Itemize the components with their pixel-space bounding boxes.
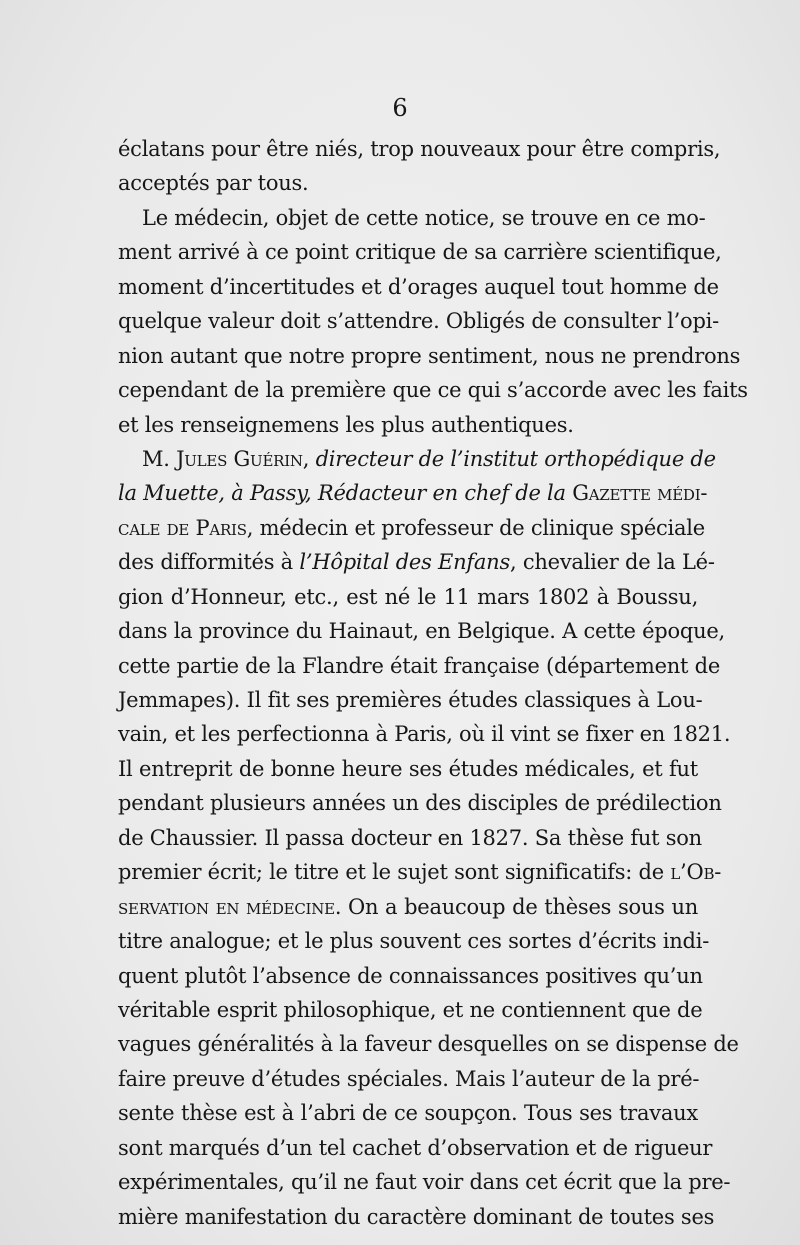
text-segment: véritable esprit philosophique, et ne contiennent que de [118, 997, 703, 1022]
text-segment: quent plutôt l’absence de connaissances positives qu’un [118, 963, 703, 988]
text-segment: servation en médecine [118, 894, 335, 919]
text-segment: Jemmapes). Il fit ses premières études classiques à Lou- [118, 688, 703, 712]
text-line [118, 683, 703, 717]
text-line [118, 1165, 731, 1199]
text-line [118, 166, 698, 200]
text-segment: vagues généralités à la faveur desquelles on se dispense de [118, 1032, 739, 1057]
text-line [118, 201, 706, 235]
text-segment: des difformités à [118, 550, 300, 575]
text-line [118, 1200, 715, 1234]
text-line [118, 304, 719, 338]
text-line [118, 786, 722, 820]
text-line [118, 408, 698, 442]
text-segment: l’Hôpital des Enfans [299, 550, 510, 575]
text-segment: Le médecin, objet de cette notice, se trouve en ce mo- [142, 205, 706, 230]
text-segment: de Chaussier. Il passa docteur en 1827. Sa thèse fut son [118, 825, 702, 850]
text-line [118, 993, 703, 1027]
text-line [118, 855, 722, 889]
text-line [118, 132, 721, 166]
text-line [118, 614, 725, 648]
text-line [118, 511, 705, 545]
text-segment: l’Ob- [670, 860, 722, 885]
text-line [118, 1062, 698, 1096]
text-line [118, 339, 741, 373]
text-line [118, 442, 716, 476]
text-segment: sont marqués d’un tel cachet d’observation et de rigueur [118, 1135, 713, 1160]
text-segment: Il entreprit de bonne heure ses études médicales, et fut [118, 756, 698, 781]
text-segment: vain, et les perfectionna à Paris, où il vint se fixer en 1821. [118, 722, 731, 747]
text-segment: titre analogue; et le plus souvent ces sortes d’écrits indi- [118, 929, 710, 954]
text-segment: faire preuve d’études spéciales. Mais l’auteur de la pré- [118, 1066, 700, 1091]
text-segment: , [302, 446, 316, 471]
text-segment: cette partie de la Flandre était française (département de [118, 653, 721, 678]
text-segment: dans la province du Hainaut, en Belgique. A cette époque, [118, 619, 725, 644]
text-segment: , chevalier de la Lé- [510, 550, 715, 575]
text-segment: et les renseignemens les plus authentiques. [118, 412, 574, 437]
text-line [118, 752, 698, 786]
body-text [118, 132, 748, 1234]
text-line [118, 959, 703, 993]
text-segment: acceptés par tous. [118, 171, 309, 196]
text-segment: expérimentales, qu’il ne faut voir dans cet écrit que la pre- [118, 1170, 731, 1195]
text-line [118, 890, 698, 924]
text-segment: cependant de la première que ce qui s’accorde avec les faits [118, 378, 748, 403]
text-segment: Jules Guérin [176, 446, 303, 471]
text-segment: éclatans pour être niés, trop nouveaux pour être compris, [118, 137, 721, 161]
text-segment: ment arrivé à ce point critique de sa carrière scientifique, [118, 240, 722, 265]
text-line [118, 476, 708, 510]
text-line [118, 821, 702, 855]
text-segment: M. [142, 446, 177, 471]
text-line [118, 545, 715, 579]
page-number: 6 [392, 94, 408, 122]
text-line [118, 649, 721, 683]
text-segment: premier écrit; le titre et le sujet sont significatifs: de [118, 860, 671, 885]
text-line [118, 1096, 698, 1130]
text-segment: nion autant que notre propre sentiment, nous ne prendrons [118, 343, 741, 368]
text-segment: gion d’Honneur, etc., est né le 11 mars 1802 à Boussu, [118, 584, 698, 609]
text-segment: Gazette médi- [572, 481, 708, 506]
text-line [118, 1027, 739, 1061]
text-segment: sente thèse est à l’abri de ce soupçon. Tous ses travaux [118, 1101, 698, 1126]
text-segment: mière manifestation du caractère dominant de toutes ses [118, 1204, 715, 1229]
text-segment: directeur de l’institut orthopédique de [315, 446, 716, 471]
text-line [118, 580, 698, 614]
text-line [118, 717, 731, 751]
text-line [118, 373, 748, 407]
text-segment: quelque valeur doit s’attendre. Obligés de consulter l’opi- [118, 309, 719, 334]
text-segment: cale de Paris [118, 515, 247, 540]
text-line [118, 1131, 713, 1165]
text-segment: la Muette, à Passy, Rédacteur en chef de la [118, 481, 573, 506]
text-segment: pendant plusieurs années un des disciples de prédilection [118, 791, 722, 816]
text-line [118, 270, 719, 304]
text-line [118, 235, 722, 269]
text-line [118, 924, 710, 958]
text-segment: . On a beaucoup de thèses sous un [334, 894, 698, 919]
text-segment: moment d’incertitudes et d’orages auquel tout homme de [118, 274, 719, 299]
text-segment: , médecin et professeur de clinique spéciale [246, 515, 705, 540]
